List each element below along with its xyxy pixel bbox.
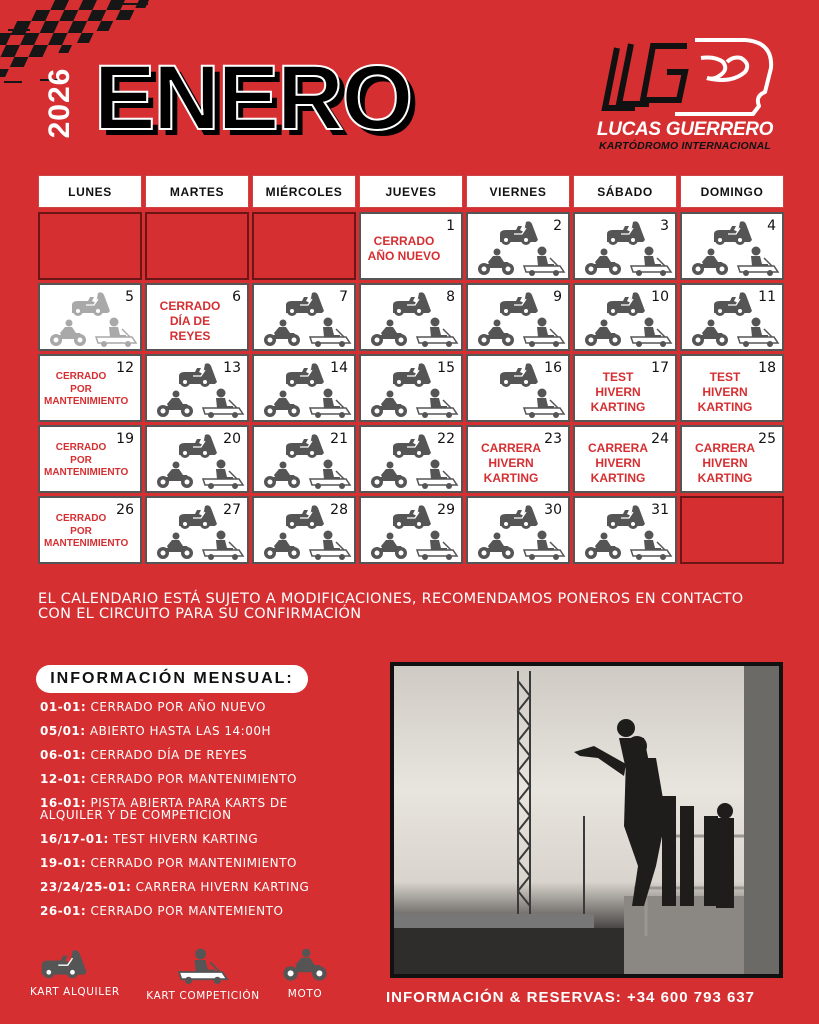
day-number: 28 — [330, 502, 348, 518]
monthly-info-item — [40, 725, 330, 737]
activity-icons — [682, 214, 782, 278]
competition-kart-icon — [415, 530, 459, 560]
day-status-note: TEST HIVERN KARTING — [590, 370, 646, 414]
activity-icons — [361, 498, 461, 562]
calendar-day-cell — [252, 354, 356, 422]
day-number: 25 — [758, 431, 776, 447]
info-date: 16/17-01: — [40, 832, 109, 846]
info-date: 06-01: — [40, 748, 87, 762]
calendar-empty-cell — [145, 212, 249, 280]
rental-kart-icon — [710, 220, 754, 246]
day-status-note: CARRERA HIVERN KARTING — [481, 441, 541, 485]
calendar-day-cell — [38, 496, 142, 564]
rental-kart-icon — [389, 504, 433, 530]
day-number: 5 — [125, 289, 134, 305]
rental-kart-icon — [68, 291, 112, 317]
day-number: 14 — [330, 360, 348, 376]
rental-kart-icon — [175, 433, 219, 459]
day-number: 4 — [767, 218, 776, 234]
motorcycle-icon — [369, 390, 409, 418]
calendar-day-cell — [573, 212, 677, 280]
day-number: 26 — [116, 502, 134, 518]
motorcycle-icon — [583, 319, 623, 347]
day-status-note: CERRADO POR MANTENIMIENTO — [44, 513, 129, 550]
info-date: 26-01: — [40, 904, 87, 918]
day-status-note: CERRADO DÍA DE REYES — [159, 299, 221, 343]
monthly-info-item — [40, 797, 330, 821]
activity-icons — [575, 498, 675, 562]
legend — [30, 948, 340, 1008]
competition-kart-icon — [522, 246, 566, 276]
rental-kart-icon — [175, 362, 219, 388]
calendar-day-cell — [359, 354, 463, 422]
disclaimer-text: EL CALENDARIO ESTÁ SUJETO A MODIFICACIONES, RECOMENDAMOS PONEROS EN CONTACTO CON EL CIRCUITO PARA SU CONFIRMACIÓN — [38, 591, 744, 622]
info-text: ABIERTO HASTA LAS 14:00H — [89, 724, 272, 738]
activity-icons — [468, 285, 568, 349]
calendar-empty-cell — [252, 212, 356, 280]
motorcycle-icon — [369, 461, 409, 489]
calendar-day-cell — [359, 496, 463, 564]
activity-icons — [468, 214, 568, 278]
motorcycle-icon — [281, 948, 329, 982]
day-number: 24 — [651, 431, 669, 447]
competition-kart-icon — [308, 459, 352, 489]
photo-illustration — [394, 666, 779, 974]
info-text: PISTA ABIERTA PARA KARTS DE ALQUILER Y DE COMPETICION — [40, 796, 288, 822]
activity-icons — [361, 427, 461, 491]
calendar-day-cell — [466, 496, 570, 564]
rental-kart-icon — [389, 291, 433, 317]
day-number: 7 — [339, 289, 348, 305]
weekday-header-row — [38, 175, 788, 208]
calendar-day-cell — [145, 283, 249, 351]
weekday-header: LUNES — [38, 175, 142, 208]
competition-kart-icon — [736, 246, 780, 276]
activity-icons — [468, 356, 568, 420]
motorcycle-icon — [369, 319, 409, 347]
motorcycle-icon — [262, 461, 302, 489]
competition-kart-icon — [201, 530, 245, 560]
rental-kart-icon — [603, 504, 647, 530]
motorcycle-icon — [155, 461, 195, 489]
calendar-day-cell — [359, 212, 463, 280]
motorcycle-icon — [155, 532, 195, 560]
calendar-day-cell — [145, 496, 249, 564]
info-date: 12-01: — [40, 772, 87, 786]
motorcycle-icon — [262, 390, 302, 418]
day-status-note: CARRERA HIVERN KARTING — [695, 441, 755, 485]
monthly-info-list — [40, 701, 330, 929]
activity-icons — [575, 285, 675, 349]
motorcycle-icon — [690, 248, 730, 276]
calendar-day-cell — [359, 283, 463, 351]
day-number: 27 — [223, 502, 241, 518]
day-number: 20 — [223, 431, 241, 447]
year-label: 2026 — [43, 67, 76, 139]
calendar-day-cell — [466, 212, 570, 280]
info-date: 05/01: — [40, 724, 86, 738]
day-number: 1 — [446, 218, 455, 234]
competition-kart-icon — [201, 388, 245, 418]
calendar-day-cell — [573, 425, 677, 493]
monthly-info-item — [40, 749, 330, 761]
competition-kart-icon — [201, 459, 245, 489]
day-number: 17 — [651, 360, 669, 376]
day-number: 13 — [223, 360, 241, 376]
activity-icons — [254, 427, 354, 491]
day-number: 29 — [437, 502, 455, 518]
rental-kart-icon — [496, 504, 540, 530]
rental-kart-icon — [175, 504, 219, 530]
contact-phone: INFORMACIÓN & RESERVAS: +34 600 793 637 — [386, 989, 755, 1006]
weekday-header: SÁBADO — [573, 175, 677, 208]
motorcycle-icon — [476, 319, 516, 347]
activity-icons — [575, 214, 675, 278]
motorcycle-icon — [48, 319, 88, 347]
monthly-info-title: INFORMACIÓN MENSUAL: — [36, 665, 308, 693]
motorcycle-icon — [262, 532, 302, 560]
rental-kart-icon — [282, 504, 326, 530]
day-number: 19 — [116, 431, 134, 447]
activity-icons — [40, 285, 140, 349]
rental-kart-icon — [496, 362, 540, 388]
activity-icons — [361, 285, 461, 349]
activity-icons — [254, 356, 354, 420]
rental-kart-icon — [710, 291, 754, 317]
activity-icons — [147, 498, 247, 562]
competition-kart-icon — [415, 388, 459, 418]
competition-kart-icon — [736, 317, 780, 347]
monthly-info-item — [40, 881, 330, 893]
day-number: 6 — [232, 289, 241, 305]
calendar-day-cell — [145, 354, 249, 422]
motorcycle-icon — [476, 248, 516, 276]
monthly-info-item — [40, 833, 330, 845]
info-text: CERRADO POR MANTENIMIENTO — [90, 772, 297, 786]
monthly-info-item — [40, 773, 330, 785]
competition-kart-icon — [629, 317, 673, 347]
calendar-day-cell — [466, 354, 570, 422]
activity-icons — [147, 356, 247, 420]
rental-kart-icon — [496, 291, 540, 317]
rental-kart-icon — [282, 433, 326, 459]
day-number: 9 — [553, 289, 562, 305]
competition-kart-icon — [629, 530, 673, 560]
calendar-day-cell — [252, 283, 356, 351]
motorcycle-icon — [155, 390, 195, 418]
day-status-note: CERRADO POR MANTENIMIENTO — [44, 371, 129, 408]
competition-kart-icon — [308, 317, 352, 347]
calendar-day-cell — [573, 283, 677, 351]
competition-kart-icon — [308, 388, 352, 418]
day-number: 31 — [651, 502, 669, 518]
day-number: 11 — [758, 289, 776, 305]
competition-kart-icon — [629, 246, 673, 276]
info-date: 16-01: — [40, 796, 87, 810]
activity-icons — [147, 427, 247, 491]
day-number: 18 — [758, 360, 776, 376]
rental-kart-icon — [37, 948, 89, 980]
motorcycle-icon — [583, 248, 623, 276]
motorcycle-icon — [476, 532, 516, 560]
monthly-info-item — [40, 905, 330, 917]
rental-kart-icon — [603, 291, 647, 317]
info-date: 23/24/25-01: — [40, 880, 132, 894]
day-number: 3 — [660, 218, 669, 234]
calendar-day-cell — [466, 283, 570, 351]
info-text: TEST HIVERN KARTING — [113, 832, 259, 846]
activity-icons — [682, 285, 782, 349]
calendar-day-cell — [359, 425, 463, 493]
motorcycle-icon — [369, 532, 409, 560]
competition-kart-icon — [522, 530, 566, 560]
day-number: 10 — [651, 289, 669, 305]
monthly-info-item — [40, 701, 330, 713]
weekday-header: JUEVES — [359, 175, 463, 208]
motorcycle-icon — [690, 319, 730, 347]
calendar-day-cell — [38, 283, 142, 351]
day-status-note: CERRADO AÑO NUEVO — [367, 234, 441, 263]
activity-icons — [254, 498, 354, 562]
activity-icons — [468, 498, 568, 562]
calendar-empty-cell — [38, 212, 142, 280]
day-status-note: CERRADO POR MANTENIMIENTO — [44, 442, 129, 479]
competition-kart-icon — [522, 317, 566, 347]
weekday-header: MARTES — [145, 175, 249, 208]
competition-kart-icon — [415, 317, 459, 347]
rental-kart-icon — [389, 433, 433, 459]
competition-kart-icon — [94, 317, 138, 347]
competition-kart-icon — [176, 948, 230, 984]
calendar-day-cell — [680, 212, 784, 280]
activity-icons — [361, 356, 461, 420]
info-text: CERRADO DÍA DE REYES — [90, 748, 248, 762]
day-number: 8 — [446, 289, 455, 305]
rental-kart-icon — [496, 220, 540, 246]
day-status-note: CARRERA HIVERN KARTING — [588, 441, 648, 485]
karting-fans-photo — [390, 662, 783, 978]
legend-item-rental-kart: KART ALQUILER — [30, 948, 95, 998]
legend-item-competition-kart: KART COMPETICIÓN — [143, 948, 263, 1002]
weekday-header: VIERNES — [466, 175, 570, 208]
legend-item-motorcycle: MOTO — [280, 948, 330, 1000]
activity-icons — [254, 285, 354, 349]
day-number: 30 — [544, 502, 562, 518]
month-title: ENERO — [94, 47, 412, 149]
info-text: CERRADO POR MANTENIMIENTO — [90, 856, 297, 870]
motorcycle-icon — [583, 532, 623, 560]
calendar-day-cell — [680, 283, 784, 351]
calendar-day-cell — [680, 354, 784, 422]
calendar-day-cell — [680, 425, 784, 493]
calendar-day-cell — [252, 496, 356, 564]
calendar-day-cell — [38, 354, 142, 422]
day-number: 23 — [544, 431, 562, 447]
motorcycle-icon — [262, 319, 302, 347]
day-status-note: TEST HIVERN KARTING — [697, 370, 753, 414]
competition-kart-icon — [308, 530, 352, 560]
rental-kart-icon — [603, 220, 647, 246]
brand-subtitle: KARTÓDROMO INTERNACIONAL — [598, 140, 771, 152]
info-date: 19-01: — [40, 856, 87, 870]
calendar-day-cell — [38, 425, 142, 493]
calendar-grid — [38, 212, 788, 564]
monthly-info-item — [40, 857, 330, 869]
weekday-header: MIÉRCOLES — [252, 175, 356, 208]
rental-kart-icon — [282, 362, 326, 388]
brand-name: LUCAS GUERRERO — [596, 119, 774, 140]
day-number: 16 — [544, 360, 562, 376]
day-number: 12 — [116, 360, 134, 376]
calendar-empty-cell — [680, 496, 784, 564]
rental-kart-icon — [282, 291, 326, 317]
weekday-header: DOMINGO — [680, 175, 784, 208]
rental-kart-icon — [389, 362, 433, 388]
info-text: CARRERA HIVERN KARTING — [135, 880, 310, 894]
info-text: CERRADO POR AÑO NUEVO — [90, 700, 266, 714]
day-number: 2 — [553, 218, 562, 234]
day-number: 22 — [437, 431, 455, 447]
competition-kart-icon — [415, 459, 459, 489]
calendar-day-cell — [466, 425, 570, 493]
calendar-day-cell — [573, 354, 677, 422]
calendar-day-cell — [252, 425, 356, 493]
info-date: 01-01: — [40, 700, 87, 714]
calendar-day-cell — [145, 425, 249, 493]
calendar-day-cell — [573, 496, 677, 564]
day-number: 15 — [437, 360, 455, 376]
competition-kart-icon — [522, 388, 566, 418]
info-text: CERRADO POR MANTEMIENTO — [90, 904, 284, 918]
day-number: 21 — [330, 431, 348, 447]
calendar — [38, 175, 788, 564]
